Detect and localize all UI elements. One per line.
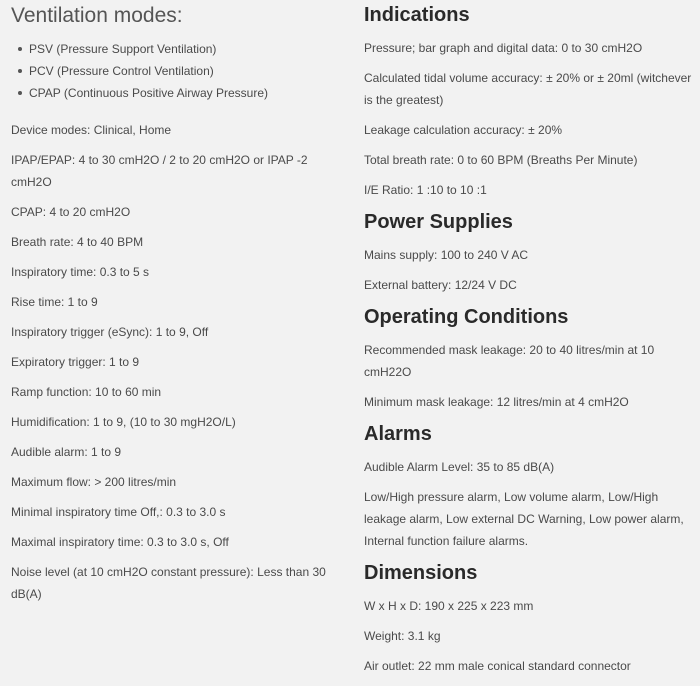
list-item-text: CPAP (Continuous Positive Airway Pressure) bbox=[29, 86, 268, 100]
spec-line: IPAP/EPAP: 4 to 30 cmH2O / 2 to 20 cmH2O or IPAP -2 cmH2O bbox=[11, 153, 308, 189]
operating-conditions-heading: Operating Conditions bbox=[364, 306, 569, 328]
operating-conditions-list bbox=[364, 339, 696, 413]
bullet-dot-icon bbox=[18, 69, 22, 73]
spec-line: Inspiratory time: 0.3 to 5 s bbox=[11, 265, 150, 279]
power-supplies-list bbox=[364, 244, 696, 296]
spec-line: Mains supply: 100 to 240 V AC bbox=[364, 248, 529, 262]
spec-list bbox=[11, 119, 346, 605]
list-item-text: PSV (Pressure Support Ventilation) bbox=[29, 42, 217, 56]
spec-line: Maximum flow: > 200 litres/min bbox=[11, 475, 177, 489]
spec-line: Air outlet: 22 mm male conical standard connector bbox=[364, 659, 631, 673]
ventilation-modes-list bbox=[11, 38, 346, 104]
indications-heading: Indications bbox=[364, 4, 470, 26]
indications-list bbox=[364, 37, 696, 201]
spec-line: Pressure; bar graph and digital data: 0 to 30 cmH2O bbox=[364, 41, 643, 55]
bullet-dot-icon bbox=[18, 91, 22, 95]
spec-line: Expiratory trigger: 1 to 9 bbox=[11, 355, 140, 369]
spec-line: Minimum mask leakage: 12 litres/min at 4 cmH2O bbox=[364, 395, 629, 409]
dimensions-heading: Dimensions bbox=[364, 562, 478, 584]
spec-line: Audible alarm: 1 to 9 bbox=[11, 445, 122, 459]
ventilation-modes-title: Ventilation modes: bbox=[11, 4, 183, 27]
spec-line: Noise level (at 10 cmH2O constant pressure): Less than 30 dB(A) bbox=[11, 565, 326, 601]
list-item bbox=[18, 38, 346, 60]
spec-line: CPAP: 4 to 20 cmH2O bbox=[11, 205, 131, 219]
alarms-list bbox=[364, 456, 696, 552]
left-column bbox=[11, 0, 346, 613]
list-item bbox=[18, 60, 346, 82]
spec-line: Ramp function: 10 to 60 min bbox=[11, 385, 162, 399]
spec-line: Leakage calculation accuracy: ± 20% bbox=[364, 123, 563, 137]
alarms-heading: Alarms bbox=[364, 423, 432, 445]
spec-line: W x H x D: 190 x 225 x 223 mm bbox=[364, 599, 534, 613]
spec-line: Device modes: Clinical, Home bbox=[11, 123, 172, 137]
bullet-dot-icon bbox=[18, 47, 22, 51]
spec-line: Breath rate: 4 to 40 BPM bbox=[11, 235, 144, 249]
spec-line: Total breath rate: 0 to 60 BPM (Breaths Per Minute) bbox=[364, 153, 638, 167]
right-column bbox=[364, 0, 696, 685]
spec-line: I/E Ratio: 1 :10 to 10 :1 bbox=[364, 183, 487, 197]
power-supplies-heading: Power Supplies bbox=[364, 211, 513, 233]
spec-line: Maximal inspiratory time: 0.3 to 3.0 s, Off bbox=[11, 535, 229, 549]
spec-line: Humidification: 1 to 9, (10 to 30 mgH2O/L) bbox=[11, 415, 236, 429]
spec-line: Inspiratory trigger (eSync): 1 to 9, Off bbox=[11, 325, 209, 339]
spec-line: Audible Alarm Level: 35 to 85 dB(A) bbox=[364, 460, 555, 474]
spec-line: Weight: 3.1 kg bbox=[364, 629, 441, 643]
spec-line: Recommended mask leakage: 20 to 40 litres/min at 10 cmH22O bbox=[364, 343, 655, 379]
spec-line: Minimal inspiratory time Off,: 0.3 to 3.0 s bbox=[11, 505, 226, 519]
spec-line: Low/High pressure alarm, Low volume alarm, Low/High leakage alarm, Low external DC Warning, Low power alarm, Internal function failure alarms. bbox=[364, 490, 684, 548]
spec-line: External battery: 12/24 V DC bbox=[364, 278, 517, 292]
spec-line: Rise time: 1 to 9 bbox=[11, 295, 98, 309]
spec-line: Calculated tidal volume accuracy: ± 20% or ± 20ml (witchever is the greatest) bbox=[364, 71, 692, 107]
dimensions-list bbox=[364, 595, 696, 677]
list-item-text: PCV (Pressure Control Ventilation) bbox=[29, 64, 214, 78]
list-item bbox=[18, 82, 346, 104]
